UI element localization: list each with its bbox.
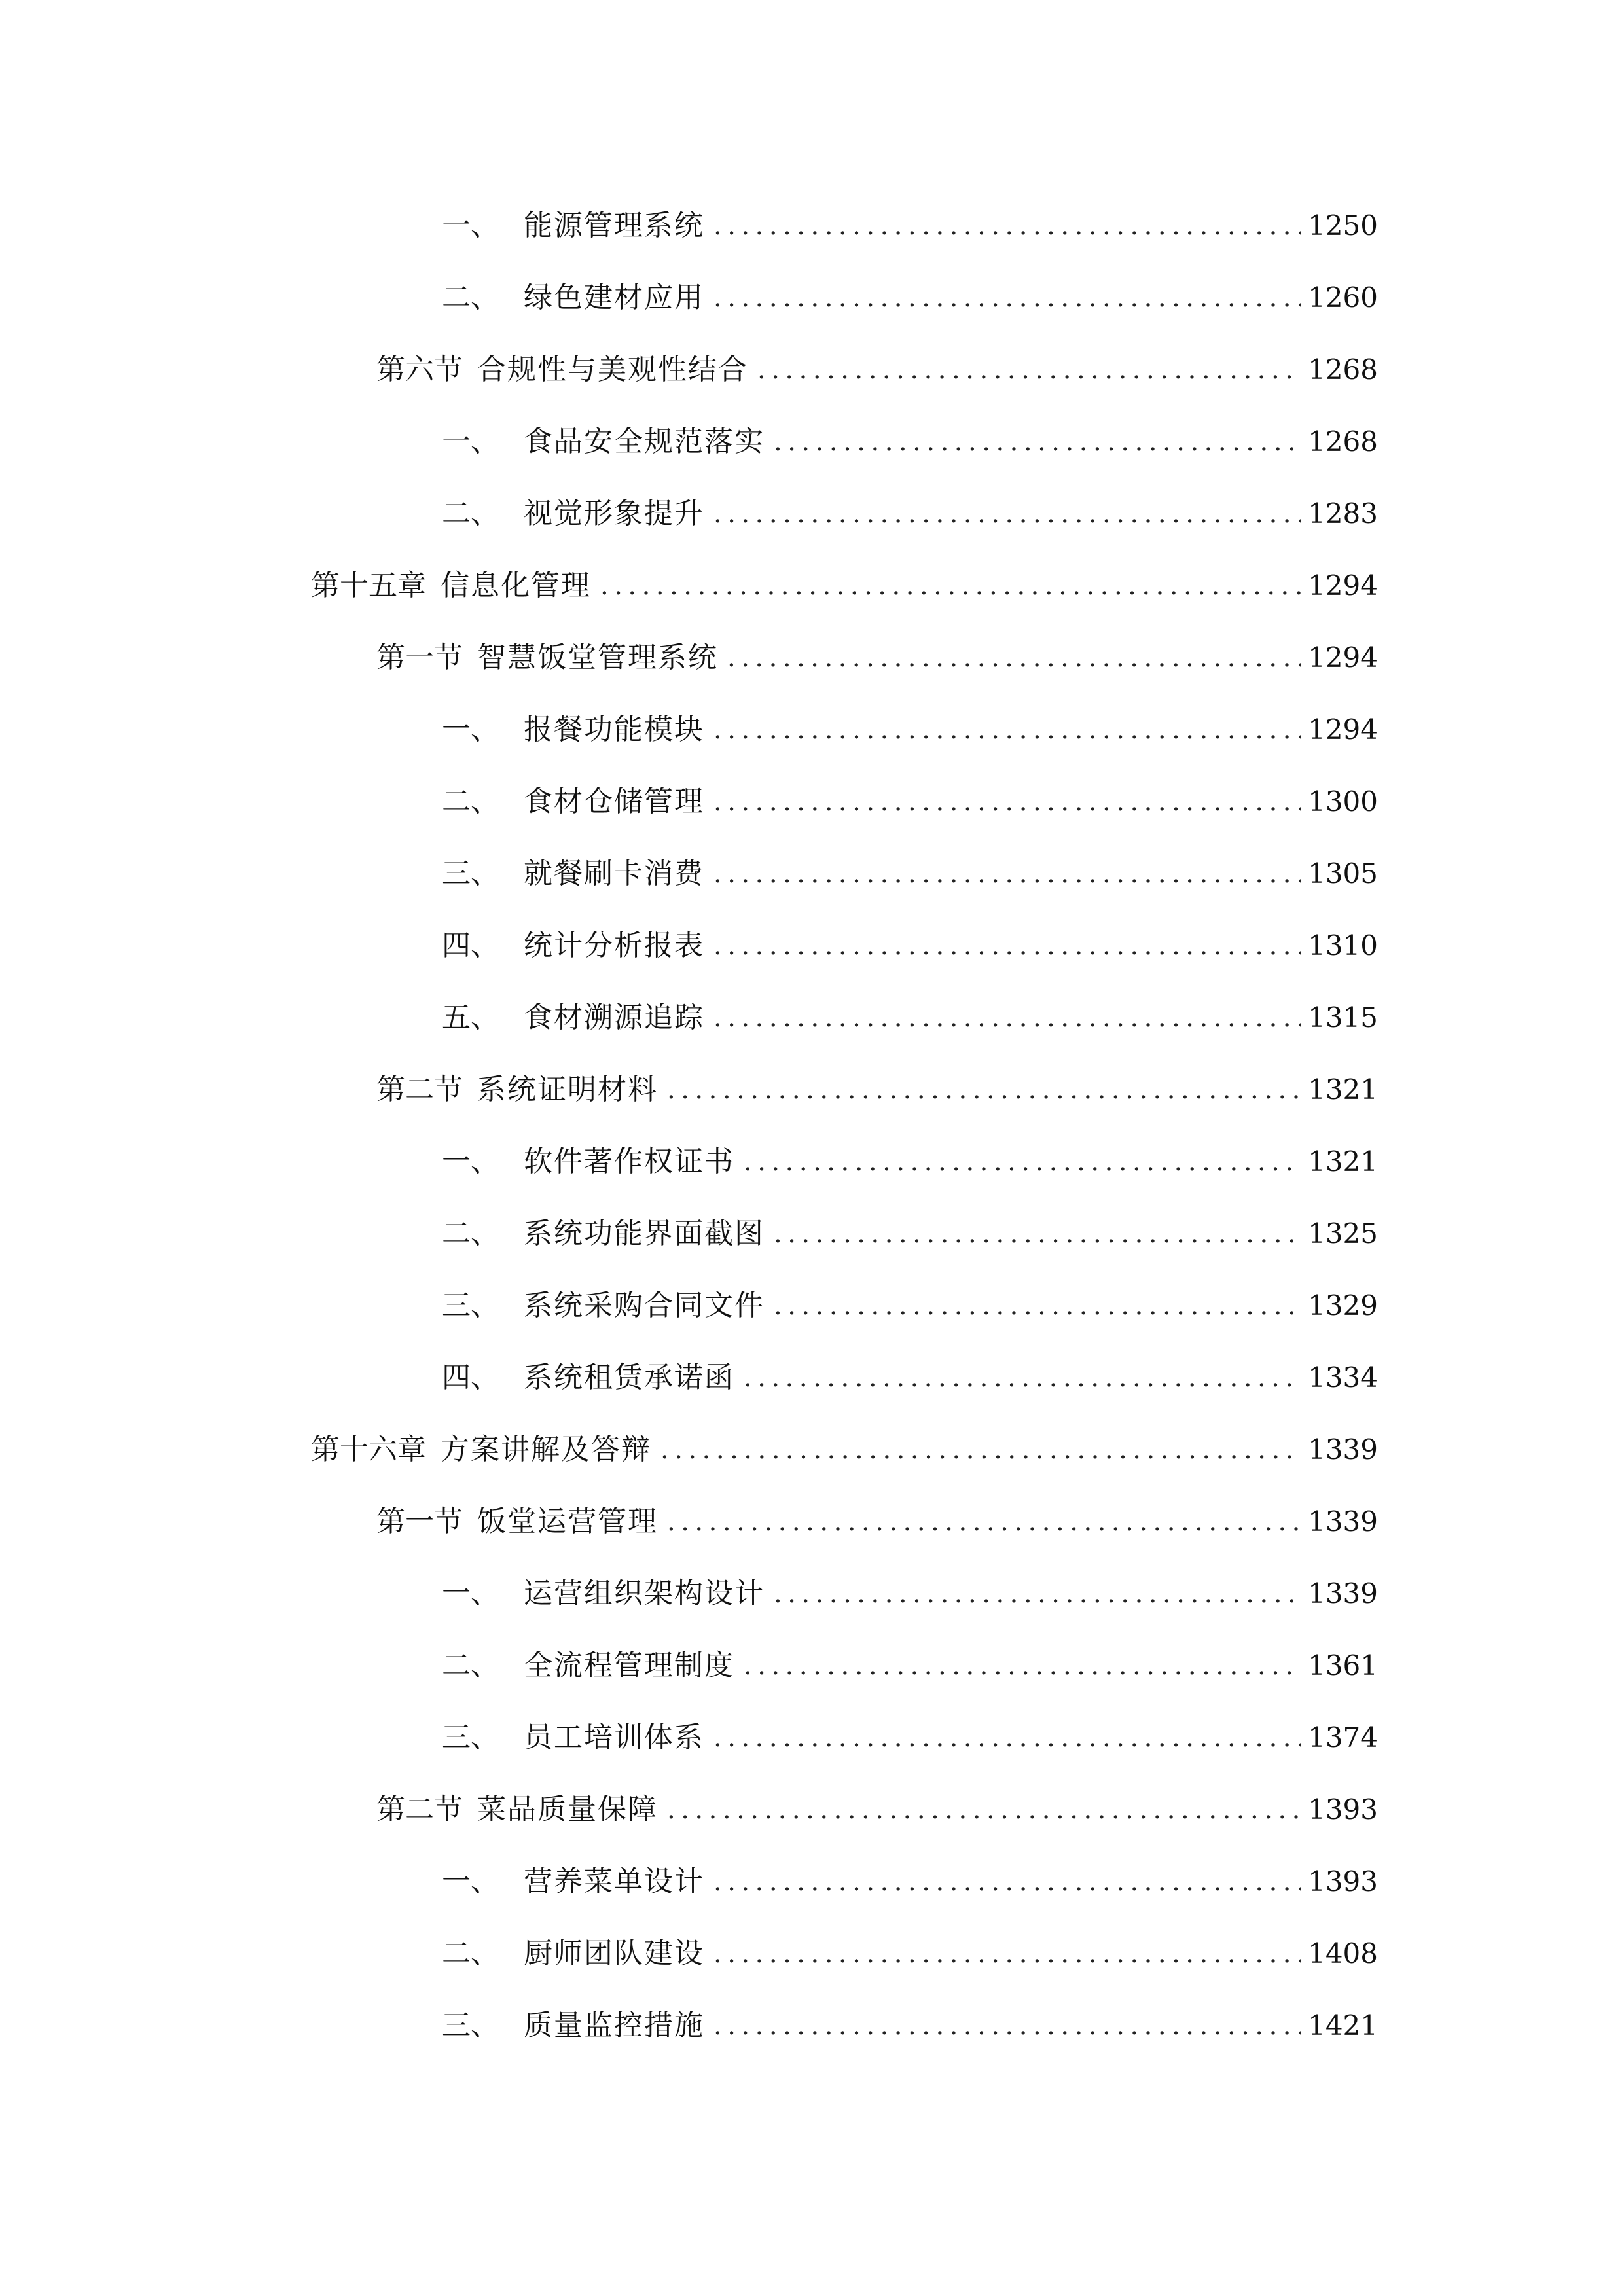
toc-leader-dots xyxy=(713,848,1301,900)
toc-leader-dots xyxy=(774,1568,1301,1620)
toc-entry-title: 合规性与美观性结合 xyxy=(477,353,748,386)
toc-leader-dots xyxy=(713,1712,1301,1764)
toc-entry-page: 1339 xyxy=(1308,1433,1378,1465)
toc-entry xyxy=(442,992,1378,1044)
toc-leader-dots xyxy=(713,920,1301,972)
toc-entry-number: 二、 xyxy=(442,1217,499,1250)
toc-entry-page: 1310 xyxy=(1308,929,1378,961)
toc-entry-title: 食品安全规范落实 xyxy=(524,425,765,458)
toc-entry-page: 1283 xyxy=(1308,497,1378,529)
toc-entry-number: 第二节 xyxy=(376,1793,463,1826)
toc-entry xyxy=(442,1280,1378,1332)
toc-entry xyxy=(442,1352,1378,1404)
toc-leader-dots xyxy=(774,416,1301,468)
toc-leader-dots xyxy=(713,200,1301,252)
toc-entry xyxy=(442,920,1378,972)
toc-leader-dots xyxy=(713,1928,1301,1980)
toc-entry-number: 第一节 xyxy=(376,1505,463,1538)
toc-entry-page: 1361 xyxy=(1308,1649,1378,1681)
toc-entry-page: 1315 xyxy=(1308,1001,1378,1033)
toc-entry-number: 三、 xyxy=(442,2009,499,2042)
toc-entry-number: 一、 xyxy=(442,713,499,746)
toc-entry xyxy=(442,2000,1378,2052)
toc-entry-page: 1374 xyxy=(1308,1721,1378,1753)
toc-leader-dots xyxy=(774,1208,1301,1260)
toc-entry xyxy=(442,1568,1378,1620)
toc-entry-title: 全流程管理制度 xyxy=(524,1649,734,1682)
toc-entry xyxy=(376,344,1378,396)
toc-entry-title: 菜品质量保障 xyxy=(477,1793,658,1826)
toc-entry-page: 1268 xyxy=(1308,425,1378,457)
toc-entry-number: 二、 xyxy=(442,1937,499,1970)
toc-entry-number: 第十五章 xyxy=(311,569,426,602)
toc-entry xyxy=(442,776,1378,828)
toc-entry-title: 饭堂运营管理 xyxy=(477,1505,658,1538)
toc-entry-page: 1294 xyxy=(1308,713,1378,745)
toc-entry-title: 系统采购合同文件 xyxy=(524,1289,765,1322)
toc-entry-number: 三、 xyxy=(442,857,499,890)
toc-entry-number: 第六节 xyxy=(376,353,463,386)
toc-entry xyxy=(442,1208,1378,1260)
toc-leader-dots xyxy=(713,1856,1301,1908)
toc-leader-dots xyxy=(774,1280,1301,1332)
toc-leader-dots xyxy=(713,992,1301,1044)
toc-entry-page: 1268 xyxy=(1308,353,1378,386)
toc-leader-dots xyxy=(660,1424,1301,1476)
toc-entry-page: 1334 xyxy=(1308,1361,1378,1393)
toc-entry xyxy=(442,200,1378,252)
toc-entry-number: 第一节 xyxy=(376,641,463,674)
toc-entry xyxy=(442,272,1378,324)
toc-leader-dots xyxy=(713,488,1301,540)
toc-entry-page: 1294 xyxy=(1308,641,1378,673)
toc-leader-dots xyxy=(727,632,1301,684)
toc-leader-dots xyxy=(757,344,1301,396)
toc-entry-title: 智慧饭堂管理系统 xyxy=(477,641,718,674)
toc-entry-page: 1339 xyxy=(1308,1505,1378,1537)
toc-entry-page: 1393 xyxy=(1308,1865,1378,1897)
toc-entry-number: 二、 xyxy=(442,281,499,314)
toc-leader-dots xyxy=(713,776,1301,828)
toc-leader-dots xyxy=(600,560,1301,612)
toc-entry-title: 系统功能界面截图 xyxy=(524,1217,765,1250)
toc-entry-number: 一、 xyxy=(442,1865,499,1898)
toc-entry xyxy=(442,1136,1378,1188)
toc-entry-title: 报餐功能模块 xyxy=(524,713,704,746)
toc-entry-number: 四、 xyxy=(442,929,499,962)
toc-entry-number: 三、 xyxy=(442,1721,499,1754)
toc-entry xyxy=(442,1640,1378,1692)
toc-entry-page: 1305 xyxy=(1308,857,1378,889)
toc-entry-title: 食材仓储管理 xyxy=(524,785,704,818)
toc-entry xyxy=(376,1784,1378,1836)
toc-leader-dots xyxy=(713,272,1301,324)
toc-entry xyxy=(442,488,1378,540)
toc-entry xyxy=(376,1496,1378,1548)
toc-entry xyxy=(376,1064,1378,1116)
toc-entry-title: 系统证明材料 xyxy=(477,1073,658,1106)
toc-entry-page: 1294 xyxy=(1308,569,1378,601)
toc-entry-page: 1329 xyxy=(1308,1289,1378,1321)
toc-entry-title: 系统租赁承诺函 xyxy=(524,1361,734,1394)
toc-entry-number: 一、 xyxy=(442,1577,499,1610)
toc-entry-page: 1321 xyxy=(1308,1073,1378,1105)
toc-entry-title: 食材溯源追踪 xyxy=(524,1001,704,1034)
toc-entry-title: 员工培训体系 xyxy=(524,1721,704,1754)
toc-entry-title: 视觉形象提升 xyxy=(524,497,704,530)
toc-entry-page: 1339 xyxy=(1308,1577,1378,1609)
toc-leader-dots xyxy=(744,1136,1301,1188)
toc-leader-dots xyxy=(744,1352,1301,1404)
toc-entry-number: 一、 xyxy=(442,209,499,242)
toc-entry-page: 1325 xyxy=(1308,1217,1378,1249)
toc-entry xyxy=(442,1712,1378,1764)
toc-entry-number: 一、 xyxy=(442,1145,499,1178)
toc-entry-number: 二、 xyxy=(442,1649,499,1682)
toc-entry-page: 1321 xyxy=(1308,1145,1378,1177)
toc-entry-number: 五、 xyxy=(442,1001,499,1034)
toc-entry-page: 1300 xyxy=(1308,785,1378,817)
toc-entry-title: 厨师团队建设 xyxy=(524,1937,704,1970)
toc-entry-title: 运营组织架构设计 xyxy=(524,1577,765,1610)
toc-leader-dots xyxy=(667,1784,1301,1836)
toc-entry xyxy=(311,1424,1378,1476)
toc-entry-title: 营养菜单设计 xyxy=(524,1865,704,1898)
toc-entry-number: 二、 xyxy=(442,497,499,530)
toc-entry-number: 第二节 xyxy=(376,1073,463,1106)
toc-entry xyxy=(376,632,1378,684)
toc-entry-page: 1408 xyxy=(1308,1937,1378,1969)
toc-entry xyxy=(311,560,1378,612)
toc-entry-title: 软件著作权证书 xyxy=(524,1145,734,1178)
toc-entry-number: 第十六章 xyxy=(311,1433,426,1466)
toc-entry-page: 1260 xyxy=(1308,281,1378,314)
toc-entry-page: 1250 xyxy=(1308,209,1378,242)
toc-leader-dots xyxy=(713,2000,1301,2052)
toc-leader-dots xyxy=(667,1064,1301,1116)
toc-entry-title: 信息化管理 xyxy=(441,569,591,602)
toc-entry-title: 质量监控措施 xyxy=(524,2009,704,2042)
toc-leader-dots xyxy=(667,1496,1301,1548)
toc-entry xyxy=(442,1856,1378,1908)
toc-entry-title: 绿色建材应用 xyxy=(524,281,704,314)
toc-entry-title: 就餐刷卡消费 xyxy=(524,857,704,890)
toc-entry-page: 1393 xyxy=(1308,1793,1378,1825)
toc-entry-title: 能源管理系统 xyxy=(524,209,704,242)
toc-leader-dots xyxy=(744,1640,1301,1692)
toc-entry-number: 二、 xyxy=(442,785,499,818)
toc-entry-title: 统计分析报表 xyxy=(524,929,704,962)
toc-entry xyxy=(442,416,1378,468)
toc-entry-number: 三、 xyxy=(442,1289,499,1322)
toc-entry-number: 一、 xyxy=(442,425,499,458)
toc-entry xyxy=(442,1928,1378,1980)
toc-entry-number: 四、 xyxy=(442,1361,499,1394)
toc-entry-page: 1421 xyxy=(1308,2009,1378,2041)
toc-entry-title: 方案讲解及答辩 xyxy=(441,1433,651,1466)
toc-entry xyxy=(442,848,1378,900)
toc-entry xyxy=(442,704,1378,756)
toc-leader-dots xyxy=(713,704,1301,756)
